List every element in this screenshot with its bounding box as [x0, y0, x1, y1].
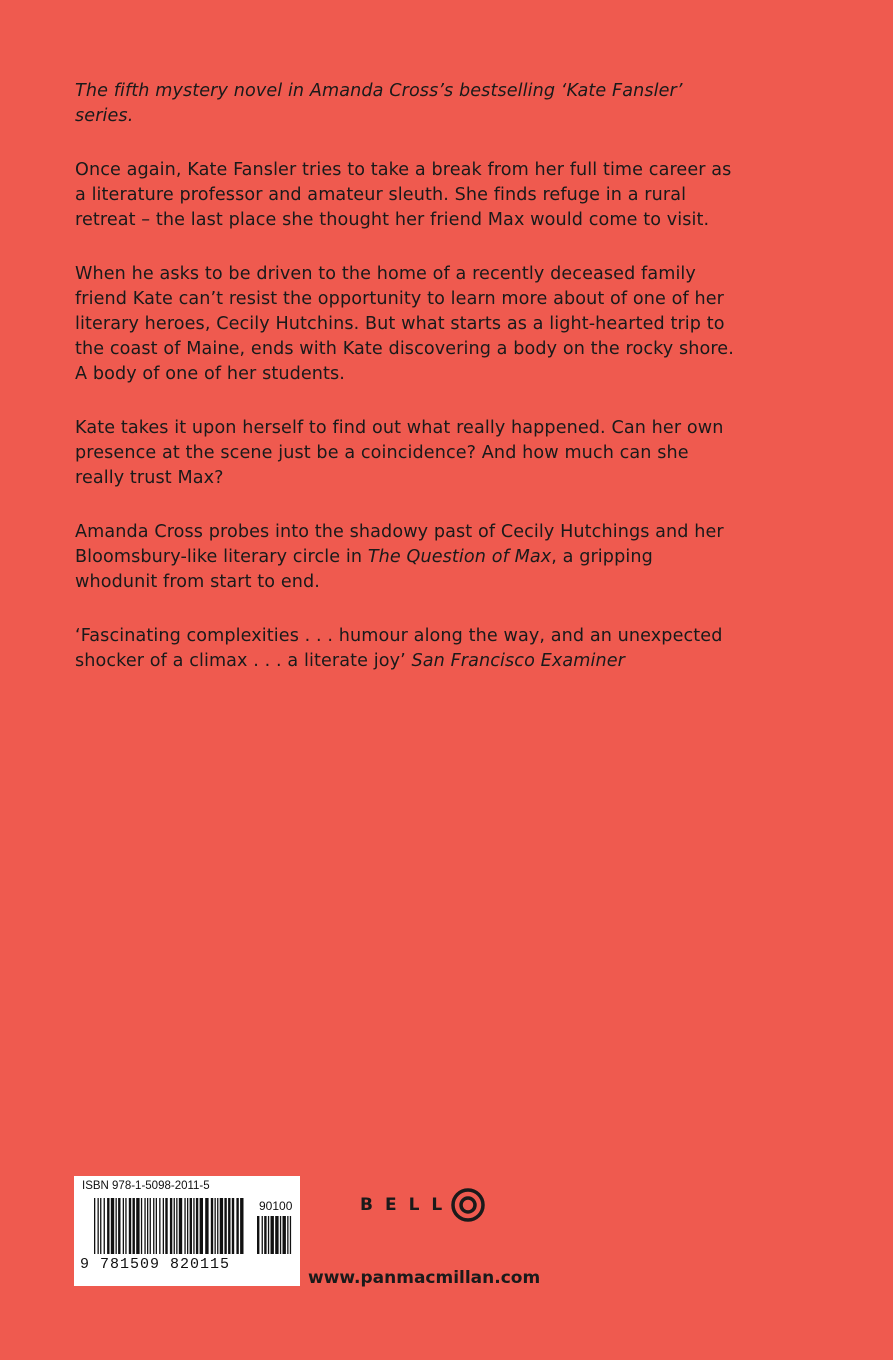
review-quote-text: ‘Fascinating complexities . . . humour along the way, and an unexpected shocker of a climax . . . a literate joy’ — [75, 626, 723, 671]
barcode-bar — [240, 1198, 243, 1254]
barcode-bar — [133, 1198, 135, 1254]
isbn-label: ISBN 978-1-5098-2011-5 — [82, 1180, 210, 1192]
isbn-barcode — [74, 1176, 300, 1286]
barcode-bar — [187, 1198, 188, 1254]
barcode-bar — [264, 1216, 266, 1254]
barcode-bar — [184, 1198, 185, 1254]
barcode-bar — [125, 1198, 126, 1254]
barcode-bar — [280, 1216, 281, 1254]
back-cover-blurb — [75, 79, 735, 703]
publisher-logo — [360, 1187, 486, 1223]
barcode-bar — [190, 1198, 192, 1254]
barcode-bar — [104, 1198, 105, 1254]
barcode-bar — [163, 1198, 164, 1254]
barcode-bar — [211, 1198, 213, 1254]
barcode-bar — [196, 1198, 198, 1254]
review-quote — [75, 624, 735, 674]
barcode-bar — [275, 1216, 278, 1254]
barcode-bar — [179, 1198, 182, 1254]
barcode-bar — [236, 1198, 238, 1254]
barcode-bar — [205, 1198, 208, 1254]
paragraph-4-lead: Amanda Cross probes into the shadowy past of Cecily Hutchings and her Bloomsbury-like literary circle in — [75, 522, 724, 567]
barcode-bar — [111, 1198, 114, 1254]
barcode-bar — [150, 1198, 151, 1254]
barcode-bar — [147, 1198, 148, 1254]
blurb-paragraph-4 — [75, 520, 735, 595]
book-title: The Question of Max — [367, 547, 552, 567]
barcode-bar — [159, 1198, 160, 1254]
barcode-bar — [290, 1216, 291, 1254]
series-tagline: The fifth mystery novel in Amanda Cross’s bestselling ‘Kate Fansler’ series. — [75, 81, 683, 126]
barcode-bar — [100, 1198, 101, 1254]
barcode-bar — [94, 1198, 95, 1254]
paragraph-4-tail: , a gripping whodunit from start to end. — [75, 547, 653, 592]
blurb-paragraph-2: When he asks to be driven to the home of a recently deceased family friend Kate can’t resist the opportunity to learn more about of one of her literary heroes, Cecily Hutchins. But what starts as a light-hearted trip to the coast of Maine, ends with Kate discovering a body on the rocky shore. A body of one of her students. — [75, 264, 734, 384]
barcode-bar — [156, 1198, 157, 1254]
barcode-bar — [257, 1216, 259, 1254]
barcode-bar — [215, 1198, 216, 1254]
barcode-bar — [268, 1216, 269, 1254]
barcode-bar — [287, 1216, 288, 1254]
review-source: San Francisco Examiner — [411, 651, 625, 671]
barcode-bar — [136, 1198, 139, 1254]
barcode-bar — [116, 1198, 117, 1254]
barcode-digits: 9 781509 820115 — [80, 1256, 231, 1273]
blurb-paragraph-1: Once again, Kate Fansler tries to take a break from her full time career as a literature professor and amateur sleuth. She finds refuge in a rural retreat – the last place she thought her friend Max would come to visit. — [75, 160, 732, 230]
barcode-bar — [200, 1198, 203, 1254]
imprint-wordmark: BELL — [360, 1195, 455, 1215]
barcode-bar — [220, 1198, 223, 1254]
barcode-bar — [224, 1198, 226, 1254]
barcode-bar — [193, 1198, 194, 1254]
barcode-bar — [129, 1198, 131, 1254]
barcode-bar — [271, 1216, 274, 1254]
barcode-bar — [123, 1198, 124, 1254]
barcode-bar — [118, 1198, 120, 1254]
barcode-bar — [232, 1198, 234, 1254]
barcode-bar — [228, 1198, 230, 1254]
barcode-bar — [98, 1198, 99, 1254]
price-code: 90100 — [259, 1199, 293, 1213]
barcode-bar — [176, 1198, 177, 1254]
barcode-bar — [174, 1198, 175, 1254]
barcode-bar — [165, 1198, 167, 1254]
barcode-bar — [153, 1198, 154, 1254]
blurb-paragraph-3: Kate takes it upon herself to find out what really happened. Can her own presence at the scene just be a coincidence? And how much can she really trust Max? — [75, 418, 724, 488]
barcode-bar — [144, 1198, 145, 1254]
barcode-bar — [170, 1198, 172, 1254]
barcode-bar — [262, 1216, 263, 1254]
barcode-bar — [217, 1198, 218, 1254]
publisher-website: www.panmacmillan.com — [308, 1268, 541, 1288]
imprint-circle-icon — [450, 1187, 486, 1223]
barcode-bar — [283, 1216, 286, 1254]
barcode-bar — [107, 1198, 109, 1254]
barcode-bar — [141, 1198, 142, 1254]
